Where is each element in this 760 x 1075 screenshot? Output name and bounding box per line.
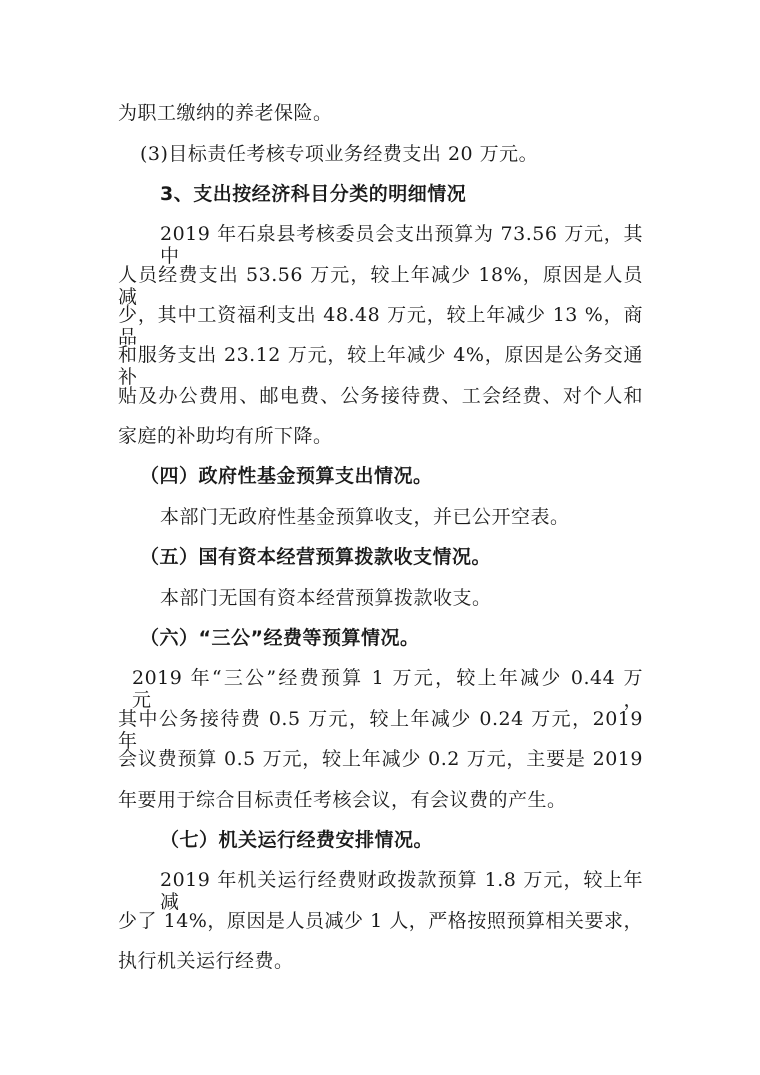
paragraph-line: 和服务支出 23.12 万元，较上年减少 4%，原因是公务交通补 [118,344,643,388]
paragraph-line: 本部门无政府性基金预算收支，并已公开空表。 [160,506,570,528]
paragraph-line: 会议费预算 0.5 万元，较上年减少 0.2 万元，主要是 2019 [118,748,643,770]
paragraph-line: 2019 年“三公”经费预算 1 万元，较上年减少 0.44 万元， [132,667,643,711]
section-heading-7: （七）机关运行经费安排情况。 [160,829,434,851]
paragraph-line: 2019 年机关运行经费财政拨款预算 1.8 万元，较上年减 [160,869,643,913]
paragraph-line: 少，其中工资福利支出 48.48 万元，较上年减少 13 %，商品 [118,304,643,348]
section-heading-3: 3、支出按经济科目分类的明细情况 [160,183,467,205]
paragraph-line: 为职工缴纳的养老保险。 [118,102,333,124]
paragraph-line: 本部门无国有资本经营预算拨款收支。 [160,587,492,609]
section-heading-6: （六）“三公”经费等预算情况。 [140,627,420,649]
section-heading-4: （四）政府性基金预算支出情况。 [140,465,433,487]
paragraph-line: 执行机关运行经费。 [118,950,294,972]
list-item-3: (3)目标责任考核专项业务经费支出 20 万元。 [140,143,539,165]
paragraph-line: 其中公务接待费 0.5 万元，较上年减少 0.24 万元，2019 年 [118,708,643,752]
paragraph-line: 少了 14%，原因是人员减少 1 人，严格按照预算相关要求， [118,910,643,932]
paragraph-line: 家庭的补助均有所下降。 [118,425,333,447]
paragraph-line: 年要用于综合目标责任考核会议，有会议费的产生。 [118,789,567,811]
paragraph-line: 2019 年石泉县考核委员会支出预算为 73.56 万元，其中 [160,223,643,267]
section-heading-5: （五）国有资本经营预算拨款收支情况。 [140,546,492,568]
paragraph-line: 贴及办公费用、邮电费、公务接待费、工会经费、对个人和 [118,385,643,407]
paragraph-line: 人员经费支出 53.56 万元，较上年减少 18%，原因是人员减 [118,264,643,308]
